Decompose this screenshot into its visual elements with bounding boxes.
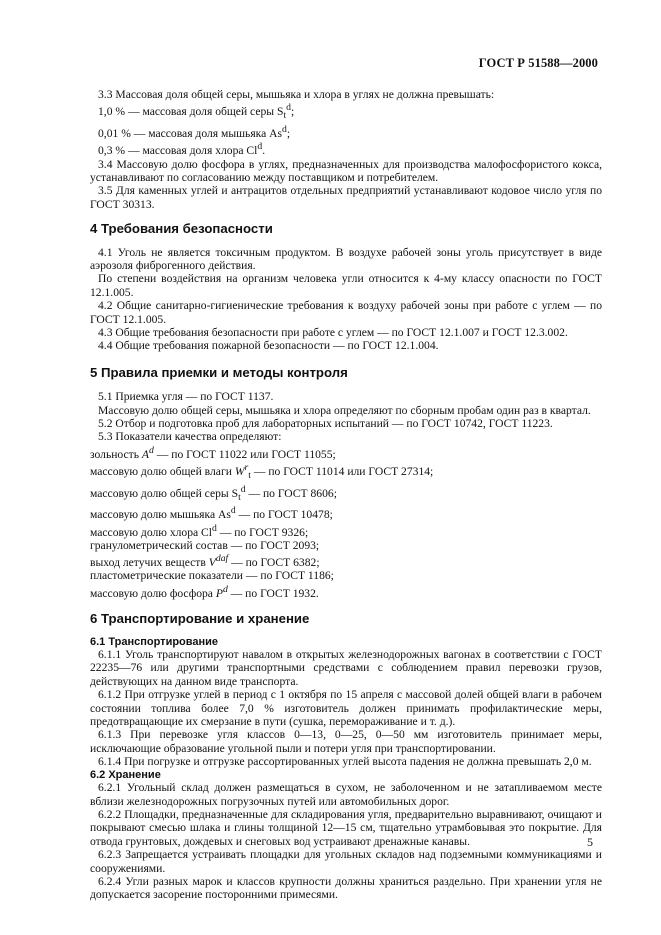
clause-4-1: 4.1 Уголь не является токсичным продуктом. В воздухе рабочей зоны уголь присутствует в виде аэрозоля фиброгенного действия. bbox=[90, 245, 602, 272]
section-6-heading: 6 Транспортирование и хранение bbox=[90, 611, 310, 627]
indicator-ash: зольность $A^d$ — по ГОСТ 11022 или ГОСТ 11055; bbox=[90, 444, 336, 461]
subsection-6-1-heading: 6.1 Транспортирование bbox=[90, 635, 219, 648]
clause-6-1-4: 6.1.4 При погрузке и отгрузке рассортированных углей высота падения не должна превышать 2,0 м. bbox=[98, 755, 592, 769]
clause-5-2: 5.2 Отбор и подготовка проб для лабораторных испытаний — по ГОСТ 10742, ГОСТ 11223. bbox=[98, 417, 553, 431]
indicator-plastometric: пластометрические показатели — по ГОСТ 1186; bbox=[90, 569, 334, 583]
clause-5-1: 5.1 Приемка угля — по ГОСТ 1137. bbox=[98, 390, 274, 404]
limit-sulfur: 1,0 % — массовая доля общей серы $S_t^d$; bbox=[98, 102, 295, 122]
clause-6-1-1: 6.1.1 Уголь транспортируют навалом в открытых железнодорожных вагонах в соответствии с ГОСТ 22235—76 или другими транспортными средствами с соблюдением правил перевозки грузов, действующих на данном виде транспорта. bbox=[90, 648, 602, 688]
page-content bbox=[90, 88, 602, 902]
limit-chlorine: 0,3 % — массовая доля хлора Cl$^d$. bbox=[98, 141, 266, 158]
indicator-arsenic: массовую долю мышьяка As$^d$ — по ГОСТ 10478; bbox=[90, 505, 333, 522]
clause-6-2-4: 6.2.4 Угли разных марок и классов крупности должны храниться раздельно. При хранении угля не допускается засорение посторонними примесями. bbox=[90, 875, 602, 902]
clause-5-1-cont: Массовую долю общей серы, мышьяка и хлора определяют по сборным пробам один раз в квартал. bbox=[98, 403, 591, 417]
page-number: 5 bbox=[587, 835, 593, 849]
clause-4-3: 4.3 Общие требования безопасности при работе с углем — по ГОСТ 12.1.007 и ГОСТ 12.3.002. bbox=[98, 325, 568, 339]
indicator-chlorine: массовую долю хлора Cl$^d$ — по ГОСТ 9326; bbox=[90, 522, 309, 539]
indicator-sulfur: массовую долю общей серы $S_t^d$ — по ГОСТ 8606; bbox=[90, 483, 337, 503]
subsection-6-2-heading: 6.2 Хранение bbox=[90, 768, 161, 781]
clause-6-1-3: 6.1.3 При перевозке угля классов 0—13, 0—25, 0—50 мм изготовитель принимает меры, исключающие образование угольной пыли и потери угля при транспортировании. bbox=[90, 728, 602, 755]
clause-3-4: 3.4 Массовую долю фосфора в углях, предназначенных для производства малофосфористого кокса, устанавливают по согласованию между поставщиком и потребителем. bbox=[90, 157, 602, 184]
indicator-phosphorus: массовую долю фосфора $P^d$ — по ГОСТ 1932. bbox=[90, 583, 319, 600]
clause-4-1-cont: По степени воздействия на организм человека угли относится к 4-му классу опасности по ГОСТ 12.1.005. bbox=[90, 272, 602, 299]
clause-6-2-3: 6.2.3 Запрещается устраивать площадки для угольных складов над подземными коммуникациями и сооружениями. bbox=[90, 848, 602, 875]
page-header-standard-number: ГОСТ Р 51588—2000 bbox=[478, 56, 598, 70]
clause-4-4: 4.4 Общие требования пожарной безопасности — по ГОСТ 12.1.004. bbox=[98, 339, 439, 353]
limit-arsenic: 0,01 % — массовая доля мышьяка As$^d$; bbox=[98, 123, 291, 140]
section-4-heading: 4 Требования безопасности bbox=[90, 221, 273, 237]
clause-6-1-2: 6.1.2 При отгрузке углей в период с 1 октября по 15 апреля с массовой долей общей влаги в рабочем состоянии топлива более 7,0 % изготовитель должен принимать профилактические меры, предотвращающие их смерзание в пути (сушка, перемораживание и т. д.). bbox=[90, 688, 602, 729]
clause-4-2: 4.2 Общие санитарно-гигиенические требования к воздуху рабочей зоны при работе с углем — по ГОСТ 12.1.005. bbox=[90, 299, 602, 326]
clause-6-2-1: 6.2.1 Угольный склад должен размещаться в сухом, не заболоченном и не затапливаемом месте вблизи железнодорожных погрузочных путей или автомобильных дорог. bbox=[90, 781, 602, 808]
indicator-moisture: массовую долю общей влаги $W^r_t$ — по ГОСТ 11014 или ГОСТ 27314; bbox=[90, 462, 434, 482]
clause-3-5: 3.5 Для каменных углей и антрацитов отдельных предприятий устанавливают кодовое число угля по ГОСТ 30313. bbox=[90, 184, 602, 211]
section-5-heading: 5 Правила приемки и методы контроля bbox=[90, 364, 348, 380]
clause-5-3: 5.3 Показатели качества определяют: bbox=[98, 430, 282, 444]
indicator-granulometry: гранулометрический состав — по ГОСТ 2093; bbox=[90, 538, 320, 552]
clause-6-2-2: 6.2.2 Площадки, предназначенные для складирования угля, предварительно выравнивают, очищают и покрывают смесью шлака и глины толщиной 12—15 см, тщательно утрамбовывая это покрытие. Для отвода грунтовых, дождевых и снеговых вод устраивают дренажные канавы. bbox=[90, 808, 602, 848]
indicator-volatiles: выход летучих веществ $V^{daf}$ — по ГОСТ 6382; bbox=[90, 553, 320, 570]
clause-3-3: 3.3 Массовая доля общей серы, мышьяка и хлора в углях не должна превышать: bbox=[98, 88, 495, 101]
